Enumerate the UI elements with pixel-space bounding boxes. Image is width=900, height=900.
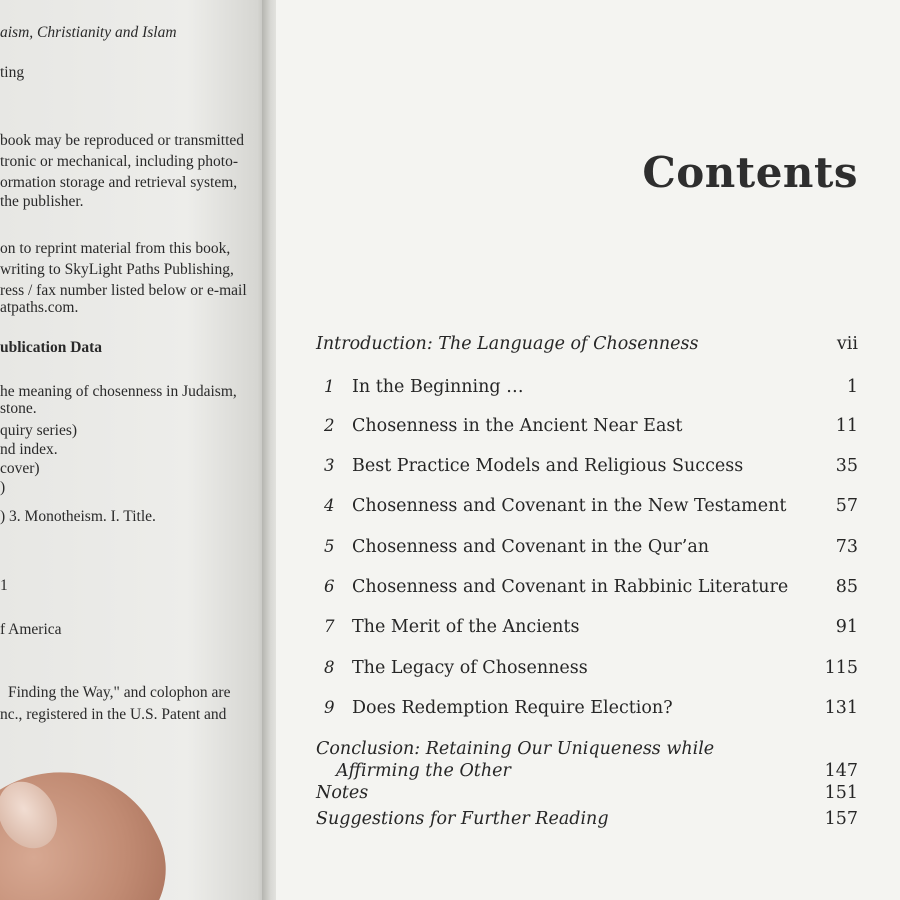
copyright-page bbox=[0, 0, 268, 900]
toc-entry-chapter-6[interactable] bbox=[316, 577, 858, 603]
toc-title: The Legacy of Chosenness bbox=[352, 658, 588, 678]
left-line-1: aism, Christianity and Islam bbox=[0, 24, 177, 41]
left-line-13: stone. bbox=[0, 400, 37, 417]
left-line-20: f America bbox=[0, 621, 62, 638]
toc-title: In the Beginning … bbox=[352, 377, 524, 397]
toc-title: Introduction: The Language of Chosenness bbox=[316, 334, 699, 354]
toc-entry-chapter-3[interactable] bbox=[316, 456, 858, 482]
toc-page: 11 bbox=[835, 416, 858, 436]
toc-title: Chosenness and Covenant in the New Testament bbox=[352, 496, 787, 516]
toc-page: 91 bbox=[835, 617, 858, 637]
toc-title: Chosenness in the Ancient Near East bbox=[352, 416, 683, 436]
left-line-15: nd index. bbox=[0, 441, 58, 458]
toc-page: 85 bbox=[835, 577, 858, 597]
toc-entry-chapter-1[interactable] bbox=[316, 377, 858, 403]
toc-entry-conclusion[interactable] bbox=[316, 739, 858, 785]
left-line-12: he meaning of chosenness in Judaism, bbox=[0, 383, 237, 400]
toc-page: vii bbox=[836, 334, 858, 354]
toc-page: 151 bbox=[824, 783, 858, 803]
left-line-5: ormation storage and retrieval system, bbox=[0, 174, 238, 191]
toc-entry-chapter-2[interactable] bbox=[316, 416, 858, 442]
left-line-3: book may be reproduced or transmitted bbox=[0, 132, 245, 149]
toc-page: 35 bbox=[835, 456, 858, 476]
left-line-6: the publisher. bbox=[0, 193, 84, 210]
toc-entry-introduction[interactable] bbox=[316, 334, 858, 360]
toc-page: 73 bbox=[835, 537, 858, 557]
contents-page bbox=[276, 0, 900, 900]
toc-title: Suggestions for Further Reading bbox=[316, 809, 609, 829]
toc-number: 5 bbox=[324, 537, 335, 556]
toc-title-continued: Affirming the Other bbox=[336, 761, 511, 781]
left-line-21: Finding the Way," and colophon are bbox=[8, 684, 231, 701]
toc-entry-notes[interactable] bbox=[316, 783, 858, 809]
toc-number: 6 bbox=[324, 577, 335, 596]
toc-number: 2 bbox=[324, 416, 335, 435]
toc-title: Does Redemption Require Election? bbox=[352, 698, 673, 718]
toc-entry-chapter-4[interactable] bbox=[316, 496, 858, 522]
left-line-4: tronic or mechanical, including photo- bbox=[0, 153, 239, 170]
left-line-10: atpaths.com. bbox=[0, 299, 79, 316]
toc-page: 157 bbox=[824, 809, 858, 829]
toc-number: 3 bbox=[324, 456, 335, 475]
left-line-19: 1 bbox=[0, 577, 8, 594]
toc-title: The Merit of the Ancients bbox=[352, 617, 580, 637]
left-line-16: cover) bbox=[0, 460, 40, 477]
left-line-22: nc., registered in the U.S. Patent and bbox=[0, 706, 227, 723]
left-line-11: ublication Data bbox=[0, 339, 103, 356]
toc-number: 4 bbox=[324, 496, 335, 515]
toc-title: Notes bbox=[316, 783, 369, 803]
left-line-18: ) 3. Monotheism. I. Title. bbox=[0, 508, 156, 525]
toc-page: 147 bbox=[824, 761, 858, 781]
left-line-7: on to reprint material from this book, bbox=[0, 240, 231, 257]
contents-heading: Contents bbox=[642, 148, 858, 197]
toc-number: 7 bbox=[324, 617, 335, 636]
toc-number: 8 bbox=[324, 658, 335, 677]
left-line-17: ) bbox=[0, 479, 6, 496]
toc-entry-chapter-8[interactable] bbox=[316, 658, 858, 684]
left-line-2: ting bbox=[0, 64, 25, 81]
toc-page: 115 bbox=[824, 658, 858, 678]
left-line-9: ress / fax number listed below or e-mail bbox=[0, 282, 247, 299]
toc-page: 131 bbox=[824, 698, 858, 718]
toc-entry-chapter-7[interactable] bbox=[316, 617, 858, 643]
toc-number: 9 bbox=[324, 698, 335, 717]
toc-title: Best Practice Models and Religious Success bbox=[352, 456, 744, 476]
toc-title: Conclusion: Retaining Our Uniqueness while bbox=[316, 739, 715, 759]
left-line-14: quiry series) bbox=[0, 422, 78, 439]
toc-entry-chapter-5[interactable] bbox=[316, 537, 858, 563]
toc-entry-chapter-9[interactable] bbox=[316, 698, 858, 724]
toc-page: 1 bbox=[846, 377, 858, 397]
toc-page: 57 bbox=[835, 496, 858, 516]
toc-title: Chosenness and Covenant in the Qur’an bbox=[352, 537, 710, 557]
left-line-8: writing to SkyLight Paths Publishing, bbox=[0, 261, 234, 278]
toc-number: 1 bbox=[324, 377, 335, 396]
toc-title: Chosenness and Covenant in Rabbinic Literature bbox=[352, 577, 789, 597]
toc-entry-further-reading[interactable] bbox=[316, 809, 858, 835]
